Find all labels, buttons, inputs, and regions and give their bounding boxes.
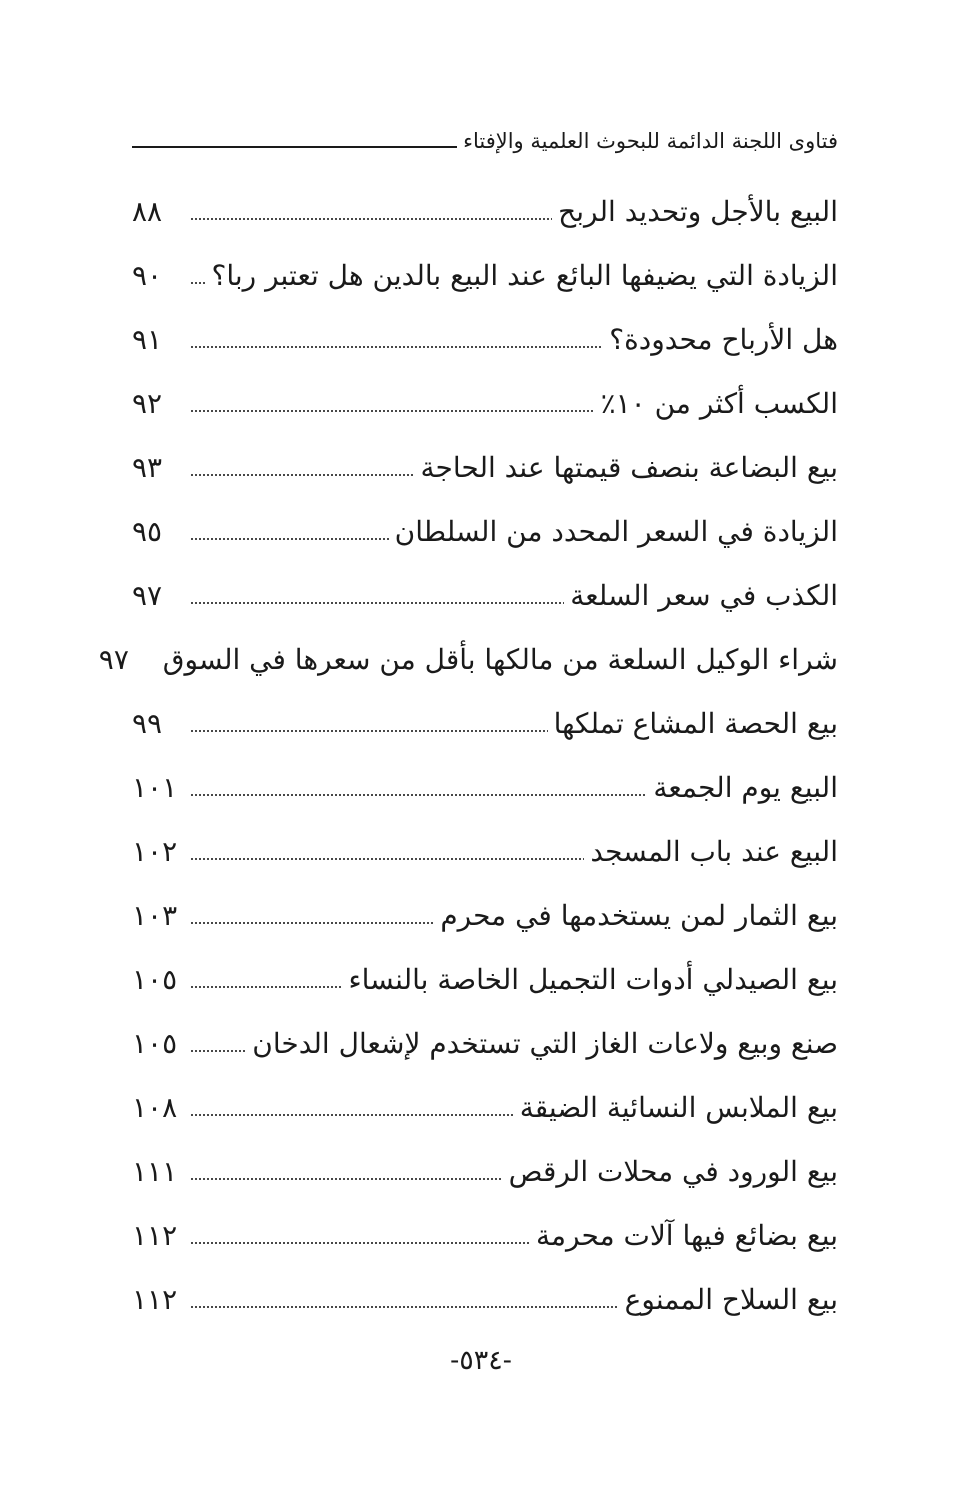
dot-leader bbox=[190, 474, 415, 476]
dot-leader bbox=[190, 794, 647, 796]
toc-entry-title: الزيادة في السعر المحدد من السلطان bbox=[394, 515, 838, 548]
toc-entry bbox=[132, 372, 838, 436]
toc-entry-page: ١٠٣ bbox=[132, 899, 178, 932]
toc-entry-page: ١٠١ bbox=[132, 771, 178, 804]
dot-leader bbox=[190, 1178, 503, 1180]
toc-entry-title: شراء الوكيل السلعة من مالكها بأقل من سعرها في السوق bbox=[162, 643, 838, 676]
dot-leader bbox=[190, 1114, 514, 1116]
toc-entry-page: ٩٧ bbox=[132, 579, 163, 612]
toc-entry-title: بيع الورود في محلات الرقص bbox=[508, 1155, 838, 1188]
header-rule bbox=[132, 146, 457, 148]
dot-leader bbox=[190, 730, 548, 732]
toc-entry-page: ١١٢ bbox=[132, 1219, 178, 1252]
dot-leader bbox=[190, 858, 584, 860]
toc-entry-page: ٩٢ bbox=[132, 387, 163, 420]
toc-entry bbox=[132, 1268, 838, 1332]
toc-entry-page: ١١١ bbox=[132, 1155, 178, 1188]
toc-entry bbox=[132, 948, 838, 1012]
page-number: -٥٣٤- bbox=[450, 1345, 512, 1376]
dot-leader bbox=[190, 1242, 530, 1244]
dot-leader bbox=[190, 922, 434, 924]
toc-entry-title: البيع عند باب المسجد bbox=[590, 835, 838, 868]
toc-entry-page: ١٠٢ bbox=[132, 835, 178, 868]
toc-entry bbox=[132, 436, 838, 500]
toc-entry-title: بيع الثمار لمن يستخدمها في محرم bbox=[440, 899, 838, 932]
dot-leader bbox=[190, 218, 552, 220]
running-header-title: فتاوى اللجنة الدائمة للبحوث العلمية والإفتاء bbox=[463, 129, 838, 153]
running-header bbox=[132, 112, 838, 152]
toc-entry-page: ١٠٥ bbox=[132, 1027, 178, 1060]
dot-leader bbox=[190, 1050, 246, 1052]
toc-entry bbox=[132, 564, 838, 628]
toc-entry-page: ١٠٥ bbox=[132, 963, 178, 996]
toc-entry bbox=[98, 628, 838, 692]
dot-leader bbox=[190, 538, 389, 540]
toc-entry-title: هل الأرباح محدودة؟ bbox=[609, 323, 838, 356]
toc-entry bbox=[132, 180, 838, 244]
toc-entry bbox=[132, 884, 838, 948]
toc-entry bbox=[132, 500, 838, 564]
toc-entry bbox=[132, 1204, 838, 1268]
toc-entry bbox=[132, 1012, 838, 1076]
toc-entry-title: بيع السلاح الممنوع bbox=[624, 1283, 838, 1316]
toc-entry-title: الكذب في سعر السلعة bbox=[570, 579, 838, 612]
dot-leader bbox=[190, 346, 603, 348]
toc-entry-title: الزيادة التي يضيفها البائع عند البيع بالدين هل تعتبر ربا؟ bbox=[211, 259, 838, 292]
toc-entry-page: ٩٠ bbox=[132, 259, 163, 292]
toc-entry bbox=[132, 820, 838, 884]
toc-entry bbox=[132, 1140, 838, 1204]
toc-entry bbox=[132, 756, 838, 820]
toc-entry-title: البيع يوم الجمعة bbox=[653, 771, 838, 804]
toc-entry bbox=[132, 308, 838, 372]
toc-entry bbox=[132, 1076, 838, 1140]
toc-entry-page: ٩٧ bbox=[98, 643, 129, 676]
toc-entry-title: صنع وبيع ولاعات الغاز التي تستخدم لإشعال الدخان bbox=[252, 1027, 838, 1060]
dot-leader bbox=[190, 986, 342, 988]
dot-leader bbox=[190, 410, 595, 412]
toc-entry-title: بيع الحصة المشاع تملكها bbox=[553, 707, 838, 740]
toc-entry-title: البيع بالأجل وتحديد الربح bbox=[558, 195, 838, 228]
toc-entry-title: بيع الصيدلي أدوات التجميل الخاصة بالنساء bbox=[348, 963, 838, 996]
toc-entry bbox=[132, 692, 838, 756]
toc-entry-title: بيع البضاعة بنصف قيمتها عند الحاجة bbox=[420, 451, 838, 484]
toc-entry-title: الكسب أكثر من ١٠٪ bbox=[600, 387, 838, 420]
toc-entry-title: بيع بضائع فيها آلات محرمة bbox=[536, 1219, 838, 1252]
toc-entry-page: ١١٢ bbox=[132, 1283, 178, 1316]
dot-leader bbox=[190, 282, 206, 284]
toc-entry-page: ١٠٨ bbox=[132, 1091, 178, 1124]
toc-entry-title: بيع الملابس النسائية الضيقة bbox=[519, 1091, 838, 1124]
toc-entry-page: ٩١ bbox=[132, 323, 163, 356]
toc-entry-page: ٩٩ bbox=[132, 707, 163, 740]
toc-entry-page: ٨٨ bbox=[132, 195, 163, 228]
dot-leader bbox=[190, 602, 564, 604]
toc-entry bbox=[132, 244, 838, 308]
table-of-contents bbox=[98, 180, 838, 1332]
toc-entry-page: ٩٣ bbox=[132, 451, 163, 484]
toc-entry-page: ٩٥ bbox=[132, 515, 163, 548]
dot-leader bbox=[190, 1306, 619, 1308]
